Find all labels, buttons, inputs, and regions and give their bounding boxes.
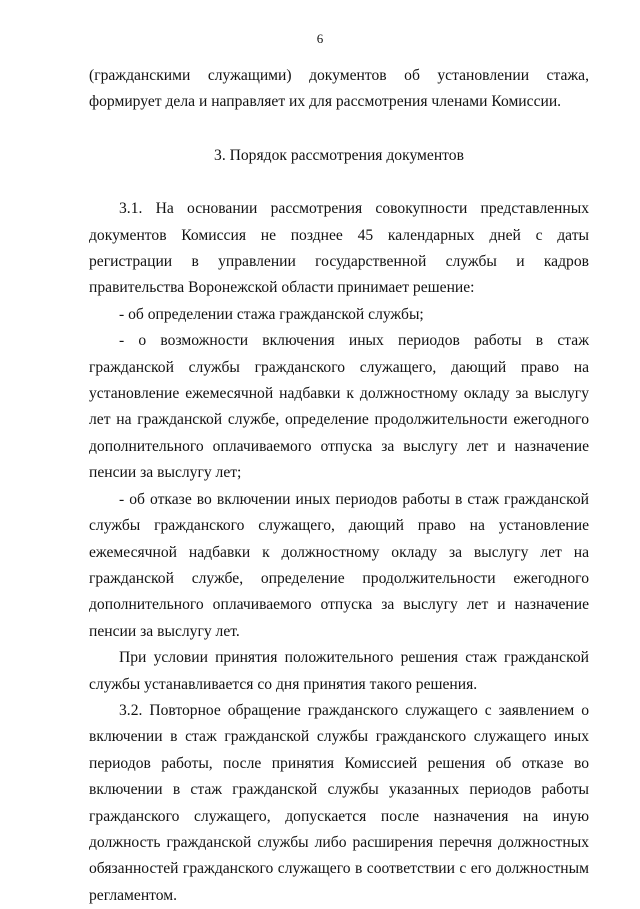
list-item-stazh: - об определении стажа гражданской службы;	[119, 305, 424, 323]
list-item-refusal: - об отказе во включении иных периодов работы в стаж гражданской службы гражданского служащего, дающий право на установление ежемесячной надбавки к должностному окладу за выслугу лет на гражданской службе, определение продолжительности ежегодного дополнительного оплачиваемого отпуска за выслугу лет и назначение пенсии за выслугу лет.	[89, 490, 589, 640]
document-body	[89, 63, 589, 909]
paragraph-continuation: (гражданскими служащими) документов об установлении стажа, формирует дела и направляет их для рассмотрения членами Комиссии.	[89, 67, 589, 111]
section-heading: 3. Порядок рассмотрения документов	[214, 146, 464, 164]
list-item-inclusion: - о возможности включения иных периодов работы в стаж гражданской службы гражданского служащего, дающий право на установление ежемесячной надбавки к должностному окладу за выслугу лет на гражданской службе, определение продолжительности ежегодного дополнительного оплачиваемого отпуска за выслугу лет и назначение пенсии за выслугу лет;	[89, 332, 589, 482]
clause-3-2: 3.2. Повторное обращение гражданского служащего с заявлением о включении в стаж гражданской службы гражданского служащего иных периодов работы, после принятия Комиссией решения об отказе во включении в стаж гражданской службы указанных периодов работы гражданского служащего, допускается после назначения на иную должность гражданской службы либо расширения перечня должностных обязанностей гражданского служащего в соответствии с его должностным регламентом.	[89, 701, 589, 904]
page-number: 6	[316, 31, 324, 46]
clause-3-1: 3.1. На основании рассмотрения совокупности представленных документов Комиссия не позднее 45 календарных дней с даты регистрации в управлении государственной службы и кадров правительства Воронежской области принимает решение:	[89, 200, 589, 297]
paragraph-positive-decision: При условии принятия положительного решения стаж гражданской службы устанавливается со дня принятия такого решения.	[89, 649, 589, 693]
